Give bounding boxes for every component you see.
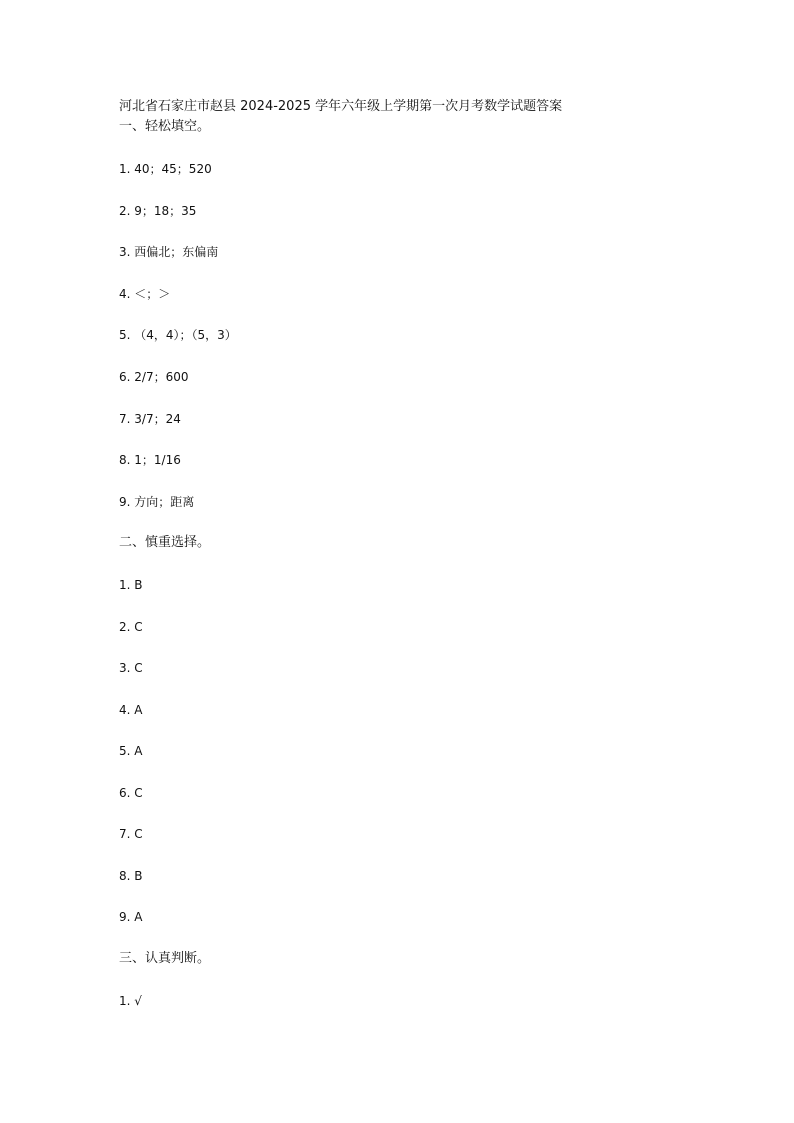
answer-item: 5. A bbox=[119, 744, 143, 758]
answer-item: 9. 方向；距离 bbox=[119, 495, 195, 509]
answer-item: 2. 9；18；35 bbox=[119, 204, 197, 218]
answer-item: 8. B bbox=[119, 869, 143, 883]
answer-item: 5. （4，4）；（5，3） bbox=[119, 328, 237, 342]
answer-item: 4. A bbox=[119, 703, 143, 717]
answer-item: 6. 2/7；600 bbox=[119, 370, 189, 384]
answer-item: 1. √ bbox=[119, 994, 142, 1008]
answer-item: 3. 西偏北；东偏南 bbox=[119, 245, 219, 259]
section-heading-choice: 二、慎重选择。 bbox=[119, 535, 211, 550]
answer-item: 6. C bbox=[119, 786, 143, 800]
document-title: 河北省石家庄市赵县 2024-2025 学年六年级上学期第一次月考数学试题答案 bbox=[119, 99, 563, 114]
answer-item: 7. 3/7；24 bbox=[119, 412, 181, 426]
answer-item: 2. C bbox=[119, 620, 143, 634]
answer-item: 7. C bbox=[119, 827, 143, 841]
section-heading-judgement: 三、认真判断。 bbox=[119, 951, 211, 966]
answer-item: 3. C bbox=[119, 661, 143, 675]
answer-item: 8. 1；1/16 bbox=[119, 453, 181, 467]
answer-item: 4. ＜；＞ bbox=[119, 287, 171, 301]
section-heading-fill-blank: 一、轻松填空。 bbox=[119, 119, 211, 134]
answer-item: 1. B bbox=[119, 578, 143, 592]
answer-item: 9. A bbox=[119, 910, 143, 924]
answer-item: 1. 40；45；520 bbox=[119, 162, 212, 176]
